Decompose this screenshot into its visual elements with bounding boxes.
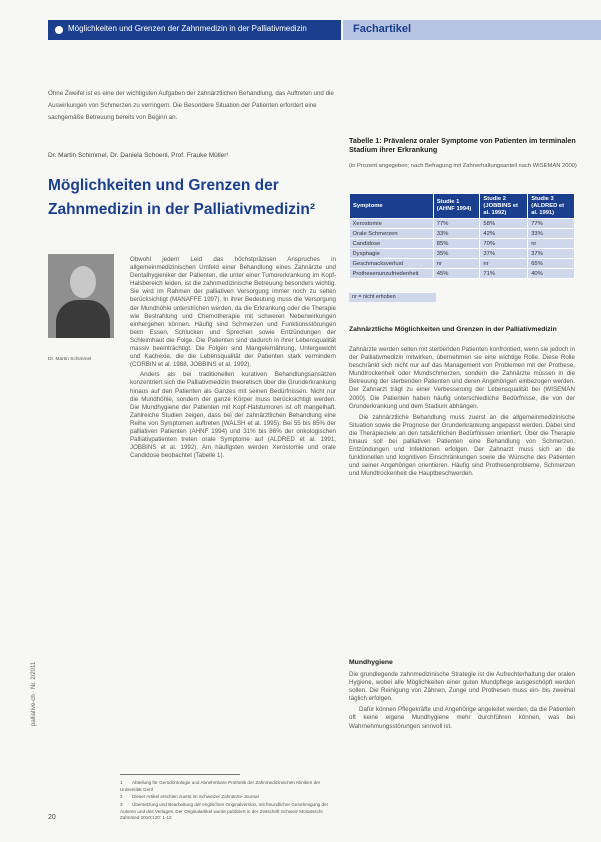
table-cell: 37%: [480, 249, 528, 259]
table-cell: 65%: [528, 259, 575, 269]
section-heading: Zahnärztliche Möglichkeiten und Grenzen in der Palliativmedizin: [349, 326, 557, 333]
table-cell-label: Candidose: [350, 239, 434, 249]
table-row: [350, 259, 575, 269]
table-cell: nr: [433, 259, 480, 269]
table-row: [350, 239, 575, 249]
table-row: [350, 249, 575, 259]
table-cell: 77%: [433, 219, 480, 229]
table-header-row: [350, 194, 575, 219]
footnote: [120, 794, 336, 801]
running-header: [0, 20, 601, 40]
table-title: Tabelle 1: Prävalenz oraler Symptome von Patienten im terminalen Stadium ihrer Erkrankung: [349, 136, 576, 154]
table-cell: 85%: [433, 239, 480, 249]
table-cell: 58%: [480, 219, 528, 229]
body-paragraph: Dafür können Pflegekräfte und Angehörige angeleitet werden, da die Patienten oft keine eigene Mundhygiene mehr durchführen können, was bei Wahrnehmungsstörungen sinnvoll ist.: [349, 706, 575, 730]
section-label: Fachartikel: [353, 23, 412, 35]
footnote: [120, 780, 336, 793]
table-row: [350, 219, 575, 229]
footnote-text: Abteilung für Gerodontologie und Abnehmbare Prothetik der Zahnmedizinischen Kliniken der Universität Genf: [120, 780, 321, 792]
table-cell: 70%: [480, 239, 528, 249]
journal-side-label: palliative-ch · Nr. 2/2011: [31, 661, 37, 726]
table-cell-label: Orale Schmerzen: [350, 229, 434, 239]
header-title-bar: [48, 20, 341, 40]
footnote-number: 3: [120, 802, 123, 807]
table-row: [350, 229, 575, 239]
bullet-icon: [55, 26, 63, 34]
section-heading: Mundhygiene: [349, 659, 393, 666]
table-header-cell: Symptome: [350, 194, 434, 219]
table-cell: 77%: [528, 219, 575, 229]
table-cell-label: Geschmacksverlust: [350, 259, 434, 269]
footnote-number: 2: [120, 794, 123, 799]
article-title: Möglichkeiten und Grenzen der Zahnmedizin in der Palliativmedizin²: [48, 177, 315, 218]
photo-body-shape: [56, 300, 110, 338]
footnote-text: Dieser Artikel erschien zuerst im Schweizer Zahnärzte-Journal: [132, 794, 259, 799]
table-header-cell: Studie 3 (ALDRED et al. 1991): [528, 194, 575, 219]
body-paragraph: Die grundlegende zahnmedizinische Strategie ist die Aufrechterhaltung der oralen Hygiene, wobei alle Möglichkeiten einer guten Mundpflege ausgeschöpft werden sollen. Die Reinigung von Zähnen, Zunge und Prothesen muss ein- bis zweimal täglich erfolgen.: [349, 671, 575, 703]
table-cell-label: Dysphagie: [350, 249, 434, 259]
footnote-text: Übersetzung und Bearbeitung der englischen Originalversion, mit freundlicher Genehmigung der Autoren und des Verlages. Der Originalartikel wurde publiziert in der Zeitschrift Schweiz Monatsschr Zahnmed 2010;120: 1-12: [120, 802, 329, 820]
table-cell: 71%: [480, 269, 528, 279]
footnote-number: 1: [120, 780, 123, 785]
table-cell: 33%: [528, 229, 575, 239]
running-title: Möglichkeiten und Grenzen der Zahnmedizin in der Palliativmedizin: [68, 24, 307, 33]
body-paragraph: Die zahnärztliche Behandlung muss zuerst an die allgemeinmedizinische Situation sowie die Prognose der Grunderkrankung angepasst werden. Dabei sind die Therapieziele an den tatsächlichen Bedürfnissen orientiert. Über die Therapie hinaus soll bei palliativen Patienten eine Behandlung von Schmerzen, Entzündungen und Infektionen erfolgen. Der Zahnarzt muss sich an die funktionellen und kognitiven Einschränkungen sowie die Wünsche des Patienten und seiner Angehörigen orientieren. Häufig sind Prothesenprobleme, Schmerzen und Mundtrockenheit die Hauptbeschwerden.: [349, 413, 575, 478]
table-cell: 35%: [433, 249, 480, 259]
table-cell: 45%: [433, 269, 480, 279]
symptom-table: [349, 193, 575, 279]
header-section-bar: [343, 20, 601, 40]
photo-head-shape: [70, 266, 96, 298]
body-paragraph: Zahnärzte werden selten mit sterbenden Patienten konfrontiert, wenn sie jedoch in der Palliativmedizin mitwirken, übernehmen sie eine wichtige Rolle. Diese Rolle beschränkt sich nicht nur auf das Management von Problemen mit der Prothese, Mundtrockenheit oder Mundschmerzen, sondern die Zahnärzte müssen in die Betreuung der sterbenden Patienten und deren Angehörigen einbezogen werden. Der Zahnarzt trägt zu einer Verbesserung der Lebensqualität bei (WISEMAN 2000). Die Patienten haben häufig unterschiedliche Bedürfnisse, die von der Grunderkrankung und dem Stadium abhängen.: [349, 346, 575, 410]
intro-text: Ohne Zweifel ist es eine der wichtigsten Aufgaben der zahnärztlichen Behandlung, das Auftreten und die Auswirkungen von Schmerzen zu verringern. Die Besondere Situation der Patienten erfordert eine sachgemäße Betreuung bereits von Beginn an.: [48, 90, 334, 121]
author-photo: [48, 254, 114, 338]
table-cell: 42%: [480, 229, 528, 239]
table-cell: 33%: [433, 229, 480, 239]
body-paragraph: Anders als bei traditionellen kurativen Behandlungsansätzen konzentriert sich die Palliativmedizin theoretisch über die Grunderkrankung hinaus auf den Patienten als Ganzes mit seinen Bedürfnissen. Nicht nur die Mundhöhle, sondern der ganze Körper muss berücksichtigt werden. Die Mundhygiene der Patienten mit Kopf-Halstumoren ist oft mangelhaft. Zahlreiche Studien zeigen, dass bei der zahnärztlichen Behandlung eine Reihe von Symptomen auftreten (WALSH et al. 1995). Bei 55 bis 85% der palliativen Patienten (AHNF 1994) und 31% bis 86% der onkologischen Palliativpatienten treten orale Symptome auf (ALDRED et al. 1991, JOBBINS et al. 1992). Am häufigsten werden Xerostomie und orale Candidose beobachtet (Tabelle 1).: [130, 371, 336, 460]
body-paragraph: Obwohl jedem Leid das höchstpräzisen Anspruches in allgemeinmedizinischen Umfeld einer Behandlung eines Zahnärzte und Dentalhygieniker der Patienten, die unter einer Tumorerkrankung im Kopf-Halsbereich leiden, ist die zahnmedizinische Betreuung besonders wichtig. Sie wird im Rahmen der palliativen Versorgung immer noch zu selten berücksichtigt (MANAFFE 1997). In ihrer Bedeutung muss die Versorgung der Mundhöhle unterstrichen werden, da die Erkrankung oder die Therapie wie Bestrahlung und Chemotherapie mit schweren Nebenwirkungen einhergehen können. Häufig sind Schmerzen und Funktionsstörungen beim Essen, Schlucken und Sprechen sowie Entzündungen der Schleimhaut die Folge. Die Patienten sind dadurch in ihrer Lebensqualität massiv beeinträchtigt. Die Folgen sind Mangelernährung, Untergewicht und Kachexie, die die Lebensqualität der Patienten stark vermindern (CORBIN et al. 1988, JOBBINS et al. 1992).: [130, 256, 336, 369]
table-cell-label: Xerostomie: [350, 219, 434, 229]
table-cell: 37%: [528, 249, 575, 259]
right-body-column: [349, 671, 575, 731]
table-header-cell: Studie 1 (AHNF 1994): [433, 194, 480, 219]
right-body-column: [349, 346, 575, 479]
footnote: [120, 802, 336, 822]
table-cell: nr: [480, 259, 528, 269]
table-cell: nr: [528, 239, 575, 249]
left-body-column: [130, 256, 336, 460]
author-line: Dr. Martin Schimmel, Dr. Daniela Schoenl, Prof. Frauke Müller¹: [48, 152, 229, 159]
table-footer-note: nr = nicht erhoben: [349, 293, 436, 302]
page-number: 20: [48, 814, 56, 821]
table-cell-label: Prothesenunzufriedenheit: [350, 269, 434, 279]
table-subtitle: (in Prozent angegeben; nach Befragung mit Zahnerhaltungsanteil nach WISEMAN 2000): [349, 163, 577, 169]
table-cell: 40%: [528, 269, 575, 279]
photo-caption: Dr. Martin Schimmel: [48, 357, 92, 362]
footnote-divider: [120, 774, 240, 775]
table-row: [350, 269, 575, 279]
table-header-cell: Studie 2 (JOBBINS et al. 1992): [480, 194, 528, 219]
